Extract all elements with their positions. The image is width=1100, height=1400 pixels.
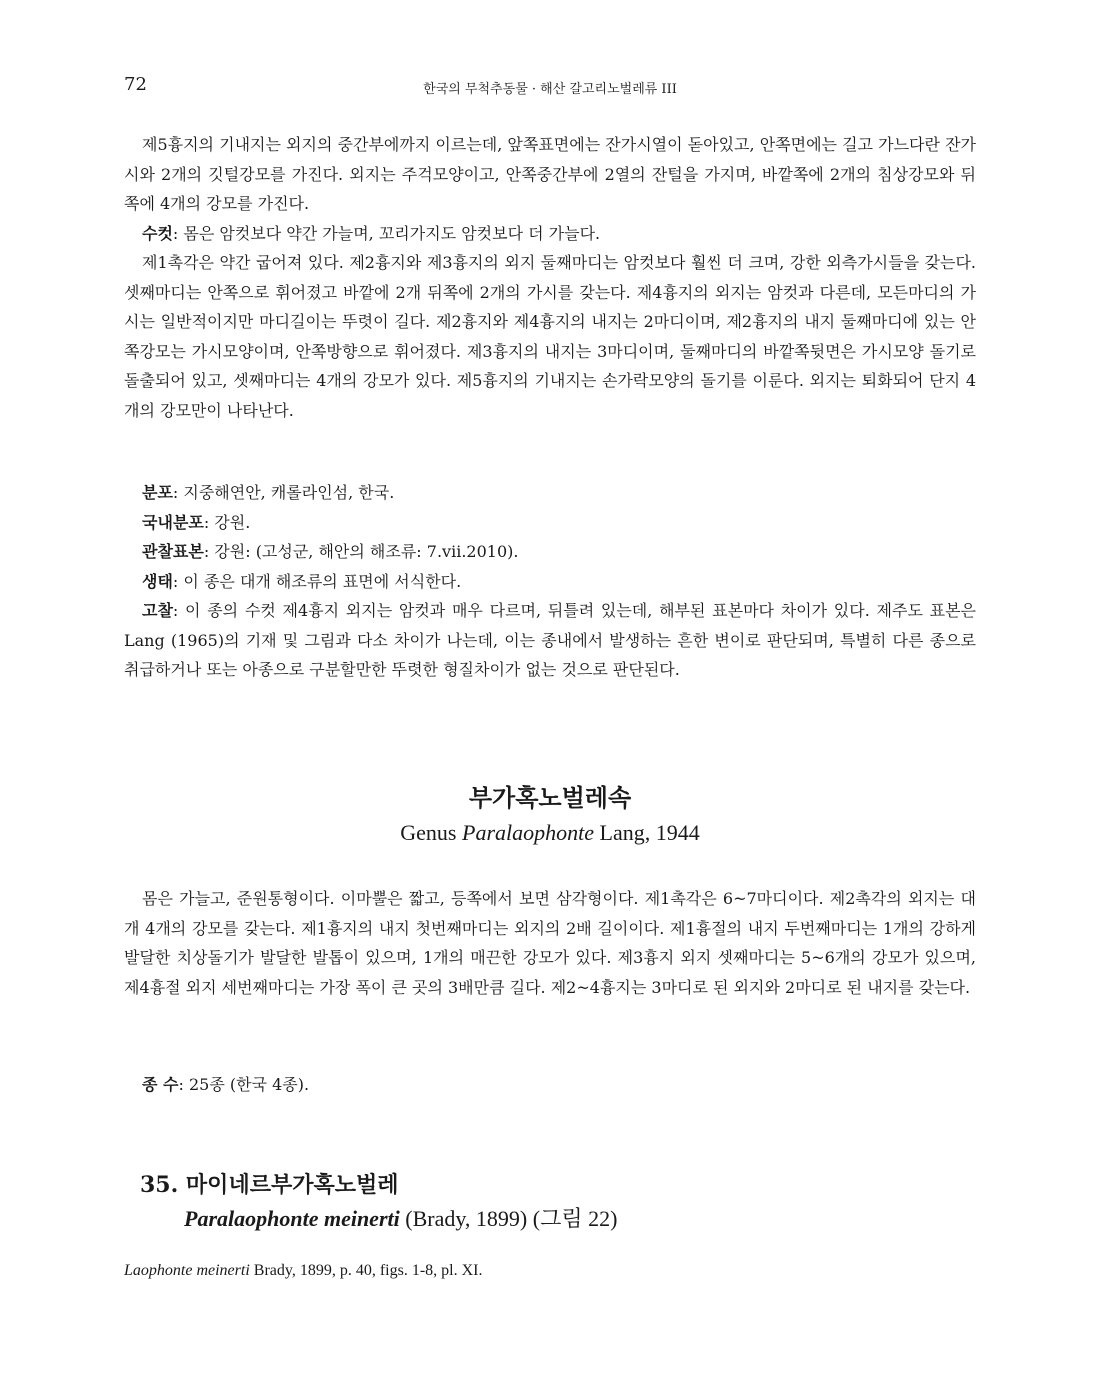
genus-prefix: Genus bbox=[400, 820, 462, 845]
species-authority: (Brady, 1899) (그림 22) bbox=[399, 1206, 618, 1231]
remarks-line bbox=[124, 596, 976, 685]
species-count-line bbox=[124, 1070, 976, 1100]
distribution-line bbox=[124, 478, 976, 508]
species-title-korean: 35. 마이네르부가혹노벌레 bbox=[140, 1172, 399, 1198]
distribution-label: 분포 bbox=[142, 483, 173, 502]
citation-rest: Brady, 1899, p. 40, figs. 1-8, pl. XI. bbox=[249, 1262, 483, 1279]
genus-authority: Lang, 1944 bbox=[594, 820, 700, 845]
genus-name: Paralaophonte bbox=[462, 820, 594, 845]
species-info bbox=[124, 478, 976, 685]
genus-title-latin bbox=[0, 820, 1100, 846]
remarks-text: : 이 종의 수컷 제4흉지 외지는 암컷과 매우 다르며, 뒤틀려 있는데, 해부된 표본마다 차이가 있다. 제주도 표본은 Lang (1965)의 기재 및 그림과 다소 차이가 나는데, 이는 종내에서 발생하는 흔한 변이로 판단되며, 특별히 다른 종으로 취급하거나 또는 아종으로 구분할만한 뚜렷한 형질차이가 없는 것으로 판단된다. bbox=[124, 601, 976, 679]
remarks-label: 고찰 bbox=[142, 601, 173, 620]
species-count bbox=[124, 1070, 976, 1100]
ecology-line bbox=[124, 567, 976, 597]
running-header: 한국의 무척추동물 · 해산 갈고리노벌레류 III bbox=[423, 82, 677, 97]
description-continued bbox=[124, 130, 976, 425]
specimen-line bbox=[124, 537, 976, 567]
genus-title-korean: 부가혹노벌레속 bbox=[468, 783, 632, 812]
paragraph-male bbox=[124, 219, 976, 249]
male-text: : 몸은 암컷보다 약간 가늘며, 꼬리가지도 암컷보다 더 가늘다. bbox=[172, 223, 601, 243]
genus-description bbox=[124, 884, 976, 1002]
citation-name: Laophonte meinerti bbox=[124, 1262, 250, 1279]
domestic-distribution-label: 국내분포 bbox=[142, 512, 204, 532]
species-latin-name: Paralaophonte meinerti bbox=[184, 1206, 400, 1231]
species-count-label: 종 수 bbox=[142, 1075, 179, 1094]
page-number: 72 bbox=[124, 74, 147, 95]
paragraph-pereiopod5: 제5흉지의 기내지는 외지의 중간부에까지 이르는데, 앞쪽표면에는 잔가시열이 돋아있고, 안쪽면에는 길고 가느다란 잔가시와 2개의 깃털강모를 가진다. 외지는 주걱모양이고, 안쪽중간부에 2열의 잔털을 가지며, 바깥쪽에 2개의 침상강모와 뒤쪽에 4개의 강모를 가진다. bbox=[124, 135, 976, 213]
ecology-label: 생태 bbox=[142, 571, 173, 591]
species-title-latin bbox=[184, 1202, 617, 1233]
genus-description-text: 몸은 가늘고, 준원통형이다. 이마뿔은 짧고, 등쪽에서 보면 삼각형이다. 제1촉각은 6~7마디이다. 제2촉각의 외지는 대개 4개의 강모를 갖는다. 제1흉지의 내지 첫번째마디는 외지의 2배 길이이다. 제1흉절의 내지 두번째마디는 1개의 강하게 발달한 치상돌기가 발달한 발톱이 있으며, 1개의 매끈한 강모가 있다. 제3흉지 외지 셋째마디는 5~6개의 강모가 있으며, 제4흉절 외지 세번째마디는 가장 폭이 큰 곳의 3배만큼 길다. 제2~4흉지는 3마디로 된 외지와 2마디로 된 내지를 갖는다. bbox=[124, 889, 976, 997]
distribution-text: : 지중해연안, 캐롤라인섬, 한국. bbox=[172, 483, 395, 502]
species-count-text: : 25종 (한국 4종). bbox=[178, 1075, 310, 1094]
paragraph-male-details: 제1촉각은 약간 굽어져 있다. 제2흉지와 제3흉지의 외지 둘째마디는 암컷보다 훨씬 더 크며, 강한 외측가시들을 갖는다. 셋째마디는 안쪽으로 휘어졌고 바깥에 2개 뒤쪽에 2개의 가시를 갖는다. 제4흉지의 외지는 암컷과 다른데, 모든마디의 가시는 일반적이지만 마디길이는 뚜렷이 길다. 제2흉지와 제4흉지의 내지는 2마디이며, 제2흉지의 내지 둘째마디에 있는 안쪽강모는 가시모양이며, 안쪽방향으로 휘어졌다. 제3흉지의 내지는 3마디이며, 둘째마디의 바깥쪽뒷면은 가시모양 돌기로 돌출되어 있고, 셋째마디는 4개의 강모가 있다. 제5흉지의 기내지는 손가락모양의 돌기를 이룬다. 외지는 퇴화되어 단지 4개의 강모만이 나타난다. bbox=[124, 253, 976, 420]
synonym-citation bbox=[124, 1262, 482, 1280]
domestic-distribution-text: : 강원. bbox=[203, 512, 251, 532]
domestic-distribution-line bbox=[124, 508, 976, 538]
ecology-text: : 이 종은 대개 해조류의 표면에 서식한다. bbox=[172, 571, 462, 591]
male-label: 수컷 bbox=[142, 223, 173, 243]
specimen-label: 관찰표본 bbox=[142, 542, 204, 561]
specimen-text: : 강원: (고성군, 해안의 해조류: 7.vii.2010). bbox=[203, 542, 519, 561]
